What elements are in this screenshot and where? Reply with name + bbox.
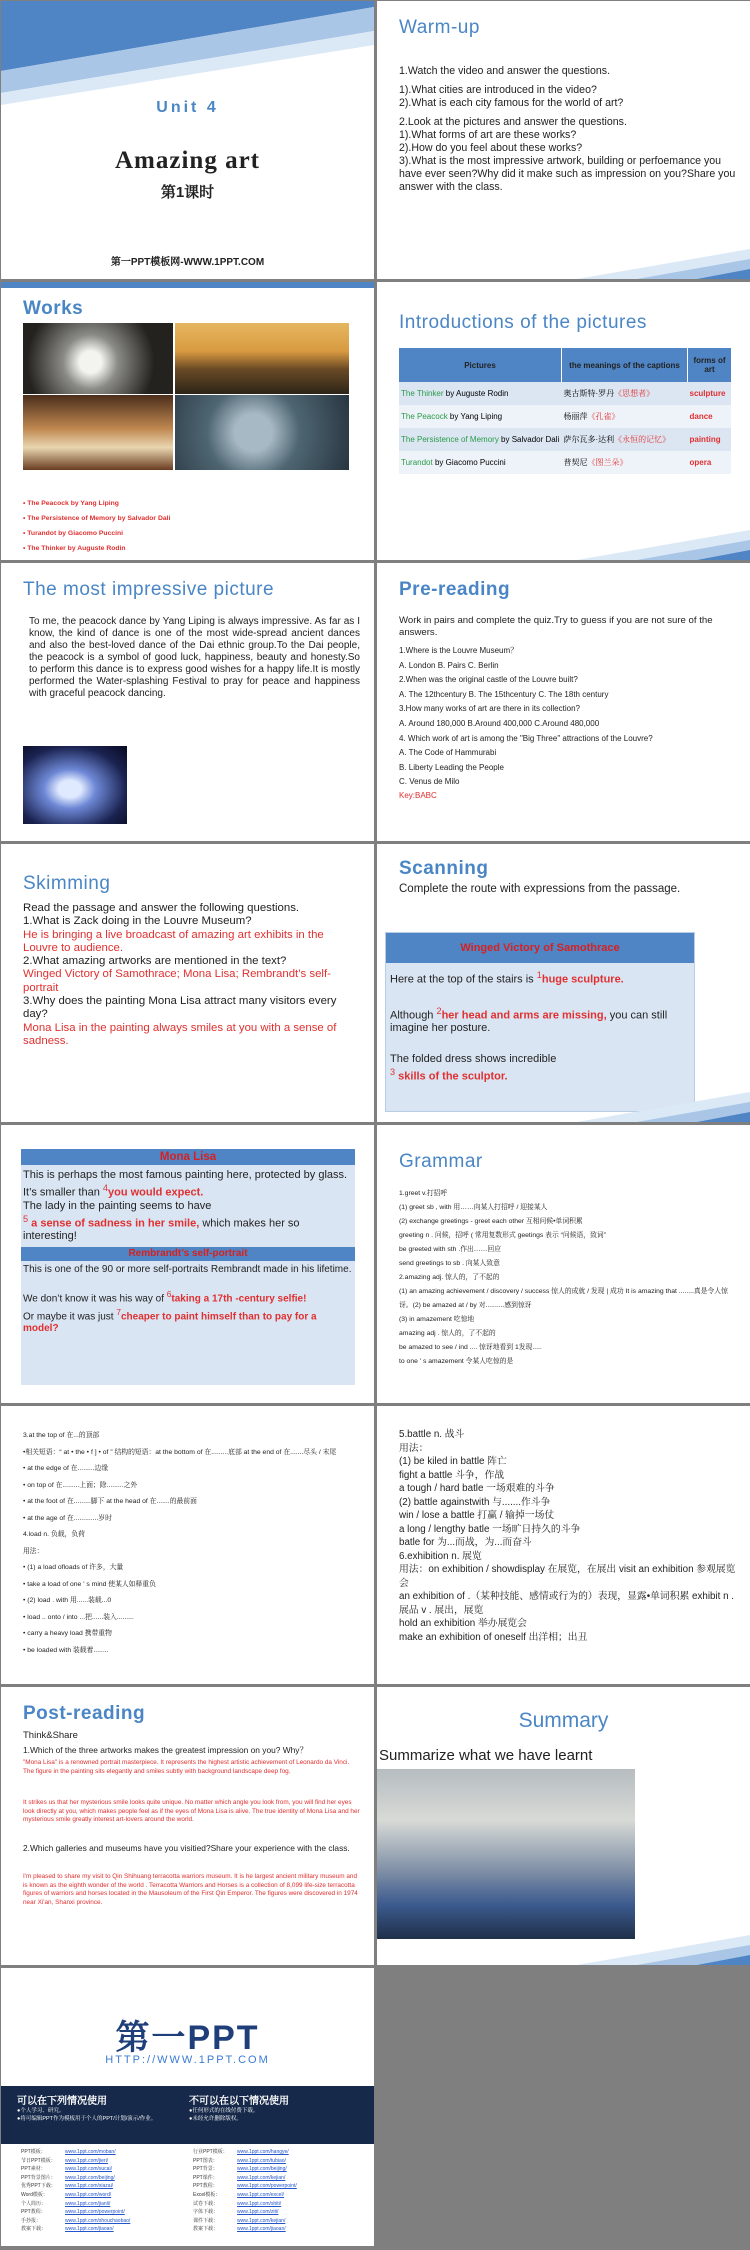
lesson-label: 第1课时 xyxy=(160,184,215,201)
text-line: 2.amazing adj. 惊人的，了不起的 xyxy=(399,1274,500,1281)
peacock-dance-photo xyxy=(23,746,127,824)
table-header: the meanings of the captions xyxy=(562,348,688,382)
text-line: • at the edge of 在.........边缘 xyxy=(23,1465,109,1472)
text-line: 1).What cities are introduced in the video? xyxy=(399,84,597,96)
text-line: 用法： xyxy=(399,1442,429,1454)
captions-table xyxy=(399,348,731,474)
slide-title: Works xyxy=(23,298,84,319)
works-list xyxy=(23,496,170,556)
links-left xyxy=(21,2148,130,2234)
text-line: a tough / hard batle 一场艰难的斗争 xyxy=(399,1483,555,1494)
slide-postreading[interactable] xyxy=(1,1687,374,1965)
link-row[interactable]: Excel模板： www.1ppt.com/excel/ xyxy=(193,2191,284,2198)
warmup-text xyxy=(399,65,736,194)
answer-2: Winged Victory of Samothrace; Mona Lisa; Rembrandt’s self-portrait xyxy=(23,968,331,994)
link-row[interactable]: PPT教程： www.1ppt.com/powerpoint/ xyxy=(193,2183,297,2190)
table-row: The Peacock by Yang Liping 杨丽萍《孔雀》 dance xyxy=(399,405,731,428)
question-3: 3.Why does the painting Mona Lisa attract many visitors every day? xyxy=(23,995,337,1021)
text-line: • (2) load . with 用......装载...0 xyxy=(23,1597,112,1604)
link-row[interactable]: PPT模板： www.1ppt.com/moban/ xyxy=(21,2149,116,2155)
quiz-text xyxy=(399,644,736,790)
summary-text: Summarize what we have learnt xyxy=(379,1747,593,1764)
text-line: (1) greet sb , with 用……向某人打招呼 / 迎接某人 xyxy=(399,1204,548,1211)
link-row[interactable]: 行业PPT模板： www.1ppt.com/hangye/ xyxy=(193,2149,289,2155)
text-line: • take a load of one ' s mind 使某人如释重负 xyxy=(23,1580,156,1588)
classroom-photo xyxy=(377,1769,635,1939)
link-row[interactable]: 个人简历： www.1ppt.com/jianli/ xyxy=(21,2200,111,2207)
slide-impressive[interactable] xyxy=(1,563,374,841)
table-header: forms of art xyxy=(693,356,726,374)
slide-summary[interactable] xyxy=(377,1687,750,1965)
box-header: Rembrandt’s self-portrait xyxy=(21,1247,355,1261)
box-header: Mona Lisa xyxy=(21,1149,355,1165)
link-row[interactable]: 试卷下载： www.1ppt.com/shiti/ xyxy=(193,2200,282,2207)
persistence-of-memory-photo xyxy=(175,323,349,394)
route-line-2: Although $^2$her head and arms are missing, you can still imagine her posture. xyxy=(390,1005,668,1035)
scanning-intro: Complete the route with expressions from the passage. xyxy=(399,883,681,895)
text-line: 用法：on exhibition / showdisplay 在展览，在展出 visit an exhibition 参观展览会 xyxy=(399,1564,736,1589)
intro: Read the passage and answer the following questions. xyxy=(23,902,300,914)
text-line: to one ' s amazement 令某人吃惊的是 xyxy=(399,1358,514,1365)
footer-bands xyxy=(377,520,750,560)
text-line: • The Thinker by Auguste Rodin xyxy=(23,545,126,552)
text-line: a long / lengthy batle 一场旷日持久的斗争 xyxy=(399,1523,581,1535)
post-question-1: 1.Which of the three artworks makes the greatest impression on you? Why？ xyxy=(23,1745,308,1755)
slide-grammar[interactable] xyxy=(377,1125,750,1403)
skimming-text xyxy=(23,902,360,1048)
answer-key: Key:BABC xyxy=(399,791,437,800)
slide-title: Scanning xyxy=(399,858,489,879)
text-line: 2.Look at the pictures and answer the questions. xyxy=(399,116,627,128)
text-line: 2).What is each city famous for the world of art? xyxy=(399,97,624,109)
mona-text-1: This is perhaps the most famous painting here, protected by glass. xyxy=(23,1169,348,1181)
allowed-heading: 可以在下列情况使用 xyxy=(17,2096,107,2107)
answer-3: Mona Lisa in the painting always smiles at you with a sense of sadness. xyxy=(23,1021,337,1047)
route-line-1: Here at the top of the stairs is $^1$huge sculpture. xyxy=(390,970,624,986)
text-line: A. Around 180,000 B.Around 400,000 C.Around 480,000 xyxy=(399,718,600,728)
slide-title: The most impressive picture xyxy=(23,579,275,600)
answer-1: He is bringing a live broadcast of amazing art exhibits in the Louvre to audience. xyxy=(23,928,324,954)
text-line: B. Liberty Leading the People xyxy=(399,762,504,772)
text-line: win / lose a battle 打赢 / 输掉一场仗 xyxy=(399,1510,555,1521)
slide-title: Grammar xyxy=(399,1151,483,1172)
text-line: (1) be kiled in battle 阵亡 xyxy=(399,1456,507,1467)
link-row[interactable]: 手抄报： www.1ppt.com/shouchaobao/ xyxy=(21,2217,131,2224)
text-line: (2) exchange greetings - greet each other 互相问候•单词积累 xyxy=(399,1218,583,1225)
text-line: (1) an amazing achievement / discovery / success 惊人的成就 / 发现 | 成功 It is amazing that ........真是令人惊讶。(2) be amazed at / by 对..........感到惊讶 xyxy=(399,1288,728,1309)
link-row[interactable]: 教案下载： www.1ppt.com/jiaoan/ xyxy=(21,2226,114,2233)
text-line: (3) in amazement 吃惊地 xyxy=(399,1316,475,1323)
grammar-text xyxy=(23,1428,360,1659)
post-answer-1b: It strikes us that her mysterious smile looks quite unique. No matter which angle you look from, you will find her eyes look directly at you, which makes people feel as if the eyes of Mona Lisa is alive. The true identity of Mona Lisa and her mysterious smile greatly interest art-lovers around the world. xyxy=(23,1799,360,1824)
text-line: 2).How do you feel about these works? xyxy=(399,142,583,154)
think-share: Think&Share xyxy=(23,1730,78,1741)
text-line: • be loaded with 装载着........ xyxy=(23,1646,109,1654)
unit-label: Unit 4 xyxy=(156,99,219,116)
text-line: 4.load n. 负载，负荷 xyxy=(23,1531,85,1538)
text-line: 3.How many works of art are there in its collection? xyxy=(399,704,580,714)
footer-bands xyxy=(377,1082,750,1122)
logo-url[interactable]: HTTP://WWW.1PPT.COM xyxy=(105,2054,270,2066)
slide-credits[interactable] xyxy=(1,1968,374,2246)
post-answer-2: I'm pleased to share my visit to Qin Shihuang terracotta warriors museum. It is he largest ancient military museum and is known as the eighth wonder of the world . Terracotta Warriors and Horses is a collection of 8,099 life-size terracotta figures of warriors and horses located in the Mausoleum of the First Qin Emperor. The figures were discovered in 1974 near Xi'an, Shanxi province. xyxy=(23,1873,358,1906)
text-line: 用法： xyxy=(23,1547,44,1555)
question-2: 2.What amazing artworks are mentioned in the text? xyxy=(23,955,287,968)
text-line: • The Persistence of Memory by Salvador Dali xyxy=(23,515,171,522)
text-line: •相关短语：“ at • the • f ] • of ” 结构的短语：at the bottom of 在.........底部 at the end of 在.......尽头 / 末尾 xyxy=(23,1448,337,1456)
text-line: amazing adj . 惊人的，了不起的 xyxy=(399,1330,496,1337)
slide-grammar-2[interactable] xyxy=(1,1406,374,1684)
link-row[interactable]: 课件下载： www.1ppt.com/kejian/ xyxy=(193,2217,286,2224)
text-line: be greeted with sth .作出……回应 xyxy=(399,1246,501,1253)
site-label: 第一PPT模板网-WWW.1PPT.COM xyxy=(110,257,265,268)
slide-title[interactable] xyxy=(1,1,374,279)
text-line: hold an exhibition 举办展览会 xyxy=(399,1618,527,1629)
footer-bands xyxy=(377,239,750,279)
text-line: be amazed to see / ind .... 惊讶地看到 1发现..... xyxy=(399,1344,542,1351)
footer-bands xyxy=(377,1925,750,1965)
slide-title: Pre-reading xyxy=(399,579,511,600)
link-row[interactable]: PPT素材： www.1ppt.com/sucai/ xyxy=(21,2166,112,2173)
slide-title: Warm-up xyxy=(399,17,480,38)
text-line: A. The Code of Hammurabi xyxy=(399,748,497,758)
text-line: 1.Where is the Louvre Museum？ xyxy=(399,646,519,655)
text-line: 4. Which work of art is among the "Big Three" attractions of the Louvre? xyxy=(399,733,653,743)
text-line: 1).What forms of art are these works? xyxy=(399,129,577,141)
text-line: send greetings to sb . 向某人致意 xyxy=(399,1260,500,1267)
text-line: (2) battle againstwith 与.......作斗争 xyxy=(399,1496,551,1508)
grammar-text xyxy=(399,1428,736,1644)
text-line: an exhibition of .（某种技能、感情或行为的）表现，显露•单词积累 exhibit n . 展品 v . 展出，展览 xyxy=(399,1591,734,1616)
link-row[interactable]: 教案下载： www.1ppt.com/jiaoan/ xyxy=(193,2226,286,2233)
question-1: 1.What is Zack doing in the Louvre Museum? xyxy=(23,915,252,928)
header-bands xyxy=(1,1,374,111)
link-row[interactable]: PPT图表： www.1ppt.com/tubiao/ xyxy=(193,2157,286,2164)
usage-panel: 可以在下列情况使用 ●个人学习、研究。 ●将可编辑PPT作为模板用于个人的PPT/计划/演示/作业。 不可以在以下情况使用 ●任何形式的在线付费下载。 ●未经允许删除版权。 PPT模板： www.1ppt.com/moban/ 节日PPT模板： www.1ppt.com/jieri/ PPT素材： www.1ppt.com/sucai/ PPT背景图片： www.1ppt.com/beijing/ 优秀PPT下载： www.1ppt.com/xiazai/ Word模板： www.1ppt.com/word/ 个人简历： www.1ppt.com/jianli/ PPT教程： www.1ppt.com/powerpoint/ 手抄报： www.1ppt.com/shouchaobao/ 教案下载： www.1ppt.com/jiaoan/ 行业PPT模板： www.1ppt.com/hangye/ PPT图表： www.1ppt.com/tubiao/ PPT背景： www.1ppt.com/beijing/ PPT课件： www.1ppt.com/kejian/ PPT教程： www.1ppt.com/powerpoint/ Excel模板： www.1ppt.com/excel/ 试卷下载： www.1ppt.com/shiti/ 字体下载： www.1ppt.com/ziti/ 课件下载： www.1ppt.com/kejian/ 教案下载： www.1ppt.com/jiaoan/ xyxy=(1,2086,374,2246)
turandot-opera-photo xyxy=(23,395,173,470)
text-line: A. London B. Pairs C. Berlin xyxy=(399,660,499,670)
mona-text-3: The lady in the painting seems to have $^5$ a sense of sadness in her smile, which makes her so interesting! xyxy=(23,1199,300,1243)
slide-prereading[interactable] xyxy=(377,563,750,841)
text-line: 3).What is the most impressive artwork, building or perfoemance you have ever seen?Why did it make such as impression on you?Share you answer with the class. xyxy=(399,155,736,193)
link-row[interactable]: 优秀PPT下载： www.1ppt.com/xiazai/ xyxy=(21,2183,114,2190)
text-line: • on top of 在.........上面；除.........之外 xyxy=(23,1481,138,1489)
slide-introductions[interactable] xyxy=(377,282,750,560)
text-line: make an exhibition of oneself 出洋相；出丑 xyxy=(399,1631,588,1643)
impressive-text: To me, the peacock dance by Yang Liping is always impressive. As far as I know, the kind of dance is one of the most wide-spread ancient dances and also the best-loved dance of the Dai ethnic group.To the Dai people, the peacock is a symbol of good luck, happiness, beauty and honesty.So to perform this dance is to express good wishes for a happy life.It is mostly performed the Water-splashing Festival to pray for peace and happiness with graceful peacock dancing. xyxy=(29,616,360,699)
mona-lisa-box xyxy=(21,1149,355,1385)
text-line: batle for 为...而战，为...而奋斗 xyxy=(399,1537,532,1548)
the-thinker-photo xyxy=(175,395,349,470)
slide-mona-lisa[interactable] xyxy=(1,1125,374,1403)
text-line: 5.battle n. 战斗 xyxy=(399,1429,465,1440)
text-line: • Turandot by Giacomo Puccini xyxy=(23,530,124,537)
text-line: • carry a heavy load 携带重物 xyxy=(23,1630,112,1637)
rembrandt-text-3: Or maybe it was just $^7$cheaper to paint himself than to pay for a model? xyxy=(23,1306,317,1334)
route-line-3: The folded dress shows incredible $^3$ skills of the sculptor. xyxy=(390,1053,557,1083)
text-line: 1.greet v.打招呼 xyxy=(399,1190,448,1197)
slide-skimming[interactable] xyxy=(1,844,374,1122)
table-row: Turandot by Giacomo Puccini 普契尼《图兰朵》 opera xyxy=(399,451,731,474)
rembrandt-text-1: This is one of the 90 or more self-portraits Rembrandt made in his lifetime. xyxy=(23,1264,352,1276)
slide-scanning[interactable] xyxy=(377,844,750,1122)
slide-title: Introductions of the pictures xyxy=(399,312,647,333)
text-line: • The Peacock by Yang Liping xyxy=(23,500,119,507)
grammar-text xyxy=(399,1187,736,1369)
slide-title: Skimming xyxy=(23,873,111,894)
links-right xyxy=(193,2148,297,2234)
mona-text-2: It’s smaller than $^4$you would expect. xyxy=(23,1183,204,1199)
text-line: • at the age of 在.............岁时 xyxy=(23,1514,112,1522)
link-row[interactable]: Word模板： www.1ppt.com/word/ xyxy=(21,2191,112,2198)
table-header: Pictures xyxy=(399,348,562,382)
slide-title: Summary xyxy=(518,1709,609,1732)
post-answer-1: "Mona Lisa" is a renowned portrait masterpiece. It represents the highest artistic achievement of Leonardo da Vinci. The figure in the painting sits elegantly and smiles subtly with background landscape deep fog. xyxy=(23,1759,350,1775)
text-line: 1.Watch the video and answer the questions. xyxy=(399,65,611,77)
prereading-intro: Work in pairs and complete the quiz.Try to guess if you are not sure of the answers. xyxy=(399,615,713,638)
peacock-dance-photo xyxy=(23,323,173,394)
link-row[interactable]: PPT背景图片： www.1ppt.com/beijing/ xyxy=(21,2174,115,2181)
rembrandt-text-2: We don’t know it was his way of $^6$taking a 17th -century selfie! xyxy=(23,1289,307,1305)
link-row[interactable]: PPT课件： www.1ppt.com/kejian/ xyxy=(193,2174,286,2181)
link-row[interactable]: PPT背景： www.1ppt.com/beijing/ xyxy=(193,2166,287,2173)
text-line: • load .. onto / into ...把......装入......... xyxy=(23,1613,134,1621)
text-line: fight a battle 斗争，作战 xyxy=(399,1469,505,1481)
link-row[interactable]: 节日PPT模板： www.1ppt.com/jieri/ xyxy=(21,2157,109,2164)
route-box-header: Winged Victory of Samothrace xyxy=(386,933,694,963)
post-question-2: 2.Which galleries and museums have you visitied?Share your experience with the class. xyxy=(23,1843,350,1853)
link-row[interactable]: 字体下载： www.1ppt.com/ziti/ xyxy=(193,2209,279,2216)
text-line: 6.exhibition n. 展览 xyxy=(399,1550,482,1562)
slide-works[interactable] xyxy=(1,282,374,560)
table-row: The Persistence of Memory by Salvador Dali 萨尔瓦多·达利《永恒的记忆》 painting xyxy=(399,428,731,451)
not-allowed-heading: 不可以在以下情况使用 xyxy=(189,2096,289,2107)
text-line: 3.at the top of 在...的顶部 xyxy=(23,1432,100,1439)
text-line: • at the foot of 在.........脚下 at the head of 在.......的最前面 xyxy=(23,1498,197,1505)
text-line: C. Venus de Milo xyxy=(399,777,460,787)
link-row[interactable]: PPT教程： www.1ppt.com/powerpoint/ xyxy=(21,2209,125,2216)
slide-warmup[interactable] xyxy=(377,1,750,279)
slide-grammar-3[interactable] xyxy=(377,1406,750,1684)
main-title: Amazing art xyxy=(115,147,260,174)
table-row: The Thinker by Auguste Rodin 奥古斯特·罗丹《思想者》 sculpture xyxy=(399,382,731,405)
logo: 第一PPT xyxy=(115,2019,260,2057)
text-line: 2.When was the original castle of the Louvre built? xyxy=(399,675,578,685)
text-line: • (1) a load ofloads of 许多，大量 xyxy=(23,1564,124,1571)
slide-title: Post-reading xyxy=(23,1703,146,1724)
text-line: A. The 12thcentury B. The 15thcentury C. The 18th century xyxy=(399,689,609,699)
text-line: greeting n . 问候，招呼 ( 常用复数形式 geetings 表示 “问候语，致词” xyxy=(399,1232,606,1239)
